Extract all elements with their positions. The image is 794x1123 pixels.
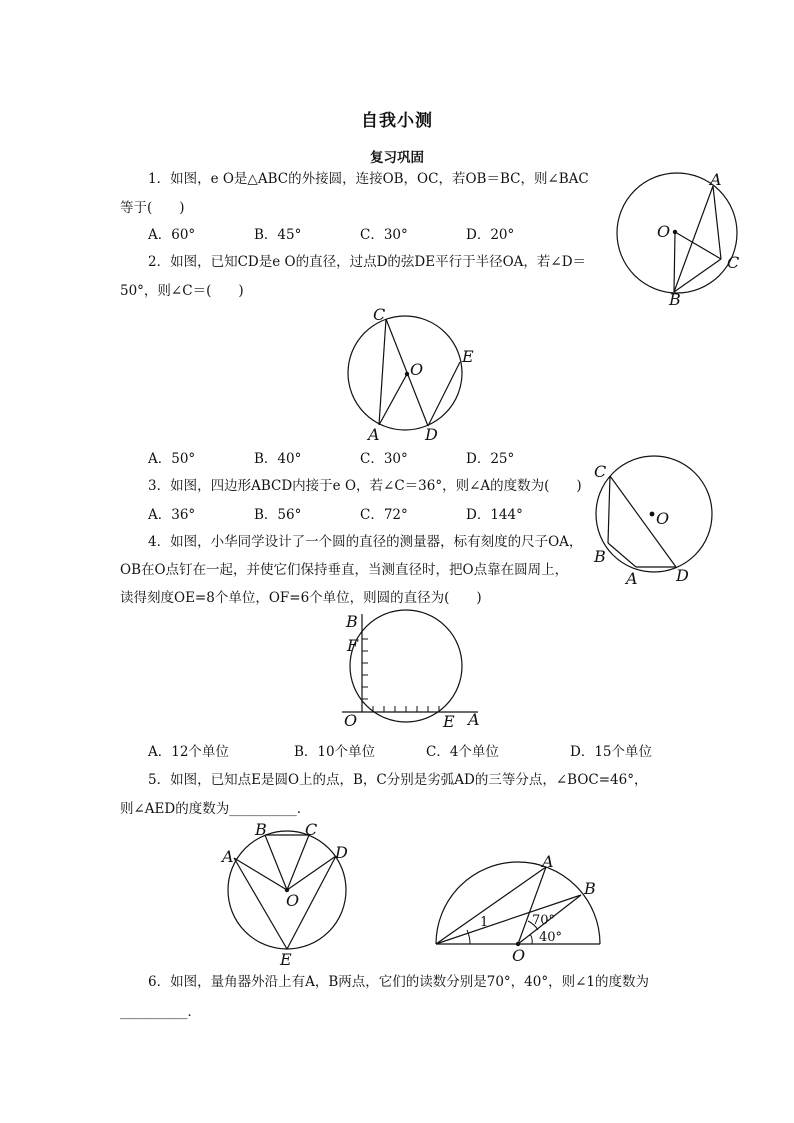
fig2-label-c: C [373,305,386,324]
q2-text-line1: 2．如图，已知CD是e O的直径，过点D的弦DE平行于半径OA，若∠D＝ [148,254,587,270]
fig1-label-c: C [727,253,740,272]
q2-option-b[interactable]: B．40° [254,451,302,467]
fig2-label-d: D [425,425,438,444]
fig1-label-b: B [669,290,681,309]
fig4-label-b: B [346,612,358,631]
q1-option-d[interactable]: D．20° [466,227,515,243]
q4-option-c[interactable]: C．4个单位 [426,744,499,760]
q1-text-line1: 1．如图，e O是△ABC的外接圆，连接OB，OC，若OB＝BC，则∠BAC [148,171,589,187]
q4-option-a[interactable]: A．12个单位 [148,744,229,760]
q3-option-b[interactable]: B．56° [254,507,302,523]
q2-text-line2: 50°，则∠C＝( ) [120,283,244,299]
page-title: 自我小测 [361,111,433,131]
fig5-label-e: E [280,950,292,969]
q6-text-line2: __________． [120,1004,201,1020]
q3-text-line1: 3．如图，四边形ABCD内接于e O，若∠C＝36°，则∠A的度数为( ) [148,478,582,494]
fig1-label-o: O [657,222,671,241]
figure-4-measurer [338,610,488,740]
q4-option-b[interactable]: B．10个单位 [294,744,376,760]
q1-option-c[interactable]: C．30° [360,227,408,243]
figure-3-inscribed-quad [590,450,740,590]
fig4-label-f: F [347,636,359,655]
fig3-label-o: O [656,509,670,528]
q1-option-b[interactable]: B．45° [254,227,302,243]
q5-text-line2: 则∠AED的度数为__________． [120,801,311,817]
figure-6-protractor [430,850,610,965]
q3-option-d[interactable]: D．144° [466,507,523,523]
q2-option-a[interactable]: A．50° [148,451,196,467]
figure-2-diameter [340,305,480,445]
q5-text-line1: 5．如图，已知点E是圆O上的点，B，C分别是劣弧AD的三等分点，∠BOC=46°， [148,772,648,788]
figure-1-circumcircle [600,160,770,310]
fig5-label-a: A [222,847,234,866]
fig6-label-angle1: 1 [480,915,489,930]
q4-text-line2: OB在O点钉在一起，并使它们保持垂直，当测直径时，把O点靠在圆周上， [120,562,569,578]
q1-option-a[interactable]: A．60° [148,227,196,243]
fig6-label-o: O [512,946,526,965]
fig6-label-70: 70° [532,913,556,928]
fig3-label-c: C [594,462,607,481]
figure-5-arc-trisection [218,818,358,969]
fig4-label-o: O [344,711,358,730]
q3-option-c[interactable]: C．72° [360,507,408,523]
fig3-label-a: A [626,569,638,588]
fig2-label-o: O [410,360,424,379]
fig5-label-c: C [305,820,318,839]
fig1-label-a: A [710,170,722,189]
q1-text-line2: 等于( ) [120,200,185,216]
fig5-label-o: O [286,891,300,910]
fig6-label-a: A [542,852,554,871]
q2-option-c[interactable]: C．30° [360,451,408,467]
fig3-label-d: D [676,566,689,585]
fig2-label-a: A [368,425,380,444]
q2-option-d[interactable]: D．25° [466,451,515,467]
fig6-label-b: B [584,879,596,898]
q4-text-line1: 4．如图，小华同学设计了一个圆的直径的测量器，标有刻度的尺子OA， [148,534,583,550]
fig5-label-b: B [255,820,267,839]
q4-text-line3: 读得刻度OE=8个单位，OF=6个单位，则圆的直径为( ) [120,590,482,606]
fig4-label-a: A [468,710,480,729]
fig2-label-e: E [462,347,474,366]
section-subtitle: 复习巩固 [370,150,424,166]
fig6-label-40: 40° [539,930,563,945]
fig5-label-d: D [335,843,348,862]
q4-option-d[interactable]: D．15个单位 [570,744,653,760]
q3-option-a[interactable]: A．36° [148,507,196,523]
fig4-label-e: E [443,712,455,731]
q6-text-line1: 6．如图，量角器外沿上有A，B两点，它们的读数分别是70°，40°，则∠1的度数为 [148,974,650,990]
fig3-label-b: B [594,547,606,566]
